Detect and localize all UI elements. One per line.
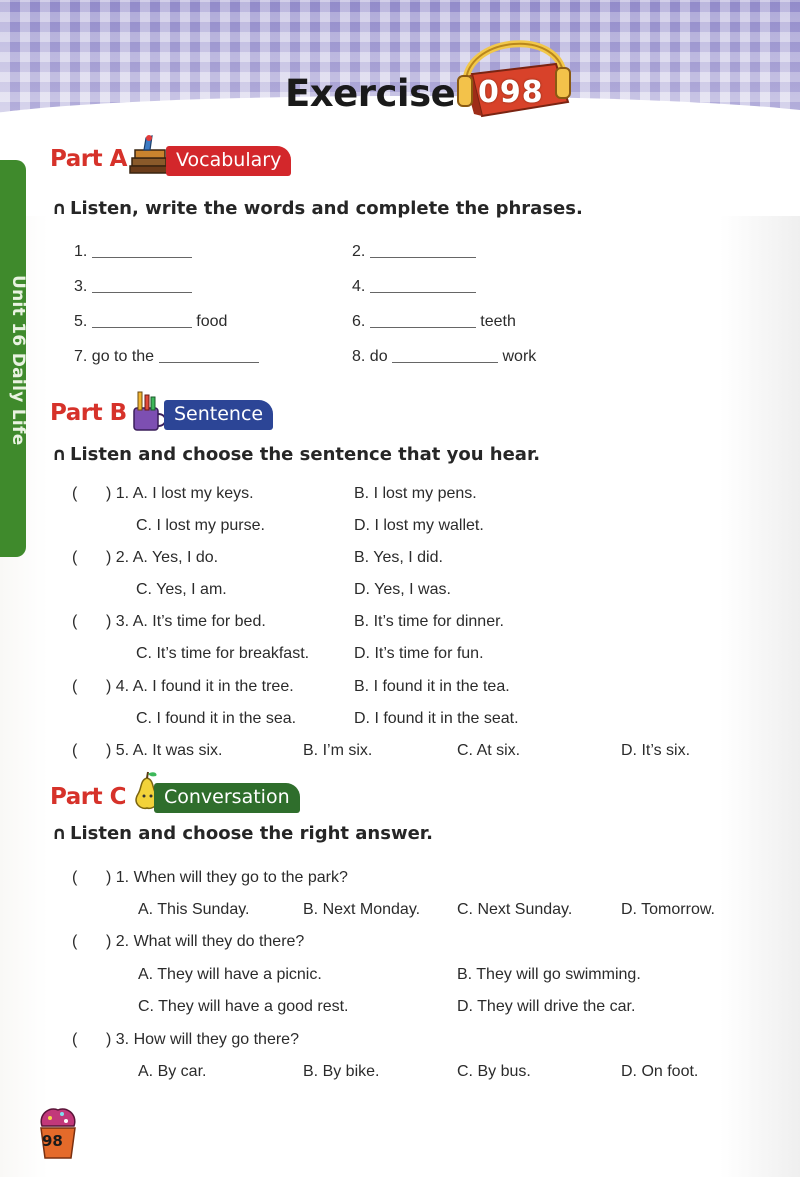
- vocab-item-number: 6.: [352, 313, 366, 330]
- answer-paren[interactable]: (: [72, 485, 78, 502]
- part-a-instruction: [52, 198, 583, 219]
- unit-side-tab-label: Unit 16 Daily Life: [8, 275, 28, 446]
- part-b-instruction: [52, 444, 540, 465]
- answer-blank[interactable]: [92, 327, 192, 328]
- option-b[interactable]: B. It’s time for dinner.: [354, 613, 504, 630]
- vocab-item-number: 7.: [74, 348, 88, 365]
- option-c[interactable]: C. It’s time for breakfast.: [136, 645, 310, 662]
- vocab-item-3: [74, 278, 192, 296]
- part-b-title: Part B: [50, 400, 127, 426]
- answer-blank[interactable]: [92, 292, 192, 293]
- option-c[interactable]: C. They will have a good rest.: [138, 998, 349, 1015]
- answer-paren[interactable]: (: [72, 678, 78, 695]
- vocab-item-number: 4.: [352, 278, 366, 295]
- option-c[interactable]: C. I lost my purse.: [136, 517, 265, 534]
- option-b[interactable]: B. Next Monday.: [303, 901, 421, 918]
- option-b[interactable]: B. They will go swimming.: [457, 966, 641, 983]
- option-d[interactable]: D. It’s time for fun.: [354, 645, 484, 662]
- option-d[interactable]: D. They will drive the car.: [457, 998, 636, 1015]
- option-b[interactable]: B. By bike.: [303, 1063, 380, 1080]
- option-d[interactable]: D. It’s six.: [621, 742, 691, 759]
- option-a: A. It was six.: [132, 742, 223, 759]
- question-number: ) 2. A. Yes, I do.: [106, 549, 219, 566]
- vocab-item-2: [352, 243, 476, 261]
- part-c-instruction: [52, 823, 433, 844]
- option-c[interactable]: C. Yes, I am.: [136, 581, 227, 598]
- part-b-label: Sentence: [164, 400, 273, 430]
- answer-paren[interactable]: (: [72, 1031, 78, 1048]
- vocab-item-number: 8.: [352, 348, 366, 365]
- exercise-number: 098: [478, 75, 544, 110]
- option-d[interactable]: D. I found it in the seat.: [354, 710, 519, 727]
- part-a-label: Vocabulary: [166, 146, 291, 176]
- exercise-title: Exercise: [285, 72, 456, 115]
- option-d[interactable]: D. I lost my wallet.: [354, 517, 484, 534]
- question-stem: ) 1. When will they go to the park?: [106, 869, 348, 886]
- headphone-icon: ∩: [52, 444, 67, 465]
- vocab-item-8: [352, 348, 536, 366]
- question-number: ) 3. A. It’s time for bed.: [106, 613, 266, 630]
- option-c[interactable]: C. I found it in the sea.: [136, 710, 297, 727]
- vocab-item-6: [352, 313, 516, 331]
- option-c[interactable]: C. At six.: [457, 742, 521, 759]
- part-c-instruction-text: Listen and choose the right answer.: [70, 823, 433, 844]
- option-b[interactable]: B. I found it in the tea.: [354, 678, 510, 695]
- option-b[interactable]: B. I’m six.: [303, 742, 373, 759]
- answer-blank[interactable]: [392, 362, 498, 363]
- option-a: A. I lost my keys.: [132, 485, 254, 502]
- vocab-item-number: 5.: [74, 313, 88, 330]
- option-a[interactable]: A. By car.: [138, 1063, 207, 1080]
- vocab-item-word: go to the: [91, 348, 155, 365]
- question-stem: ) 3. How will they go there?: [106, 1031, 299, 1048]
- answer-blank[interactable]: [370, 327, 476, 328]
- answer-paren[interactable]: (: [72, 742, 78, 759]
- vocab-item-word: teeth: [480, 313, 516, 330]
- option-d[interactable]: D. On foot.: [621, 1063, 699, 1080]
- question-number: ) 4. A. I found it in the tree.: [106, 678, 294, 695]
- vocab-item-4: [352, 278, 476, 296]
- answer-blank[interactable]: [370, 292, 476, 293]
- option-a: A. Yes, I do.: [132, 549, 219, 566]
- option-a[interactable]: A. This Sunday.: [138, 901, 250, 918]
- question-stem: ) 2. What will they do there?: [106, 933, 305, 950]
- headphone-icon: ∩: [52, 823, 67, 844]
- option-c[interactable]: C. Next Sunday.: [457, 901, 573, 918]
- vocab-item-word: do: [369, 348, 388, 365]
- option-a: A. I found it in the tree.: [132, 678, 294, 695]
- option-b[interactable]: B. I lost my pens.: [354, 485, 477, 502]
- option-a: A. It’s time for bed.: [132, 613, 266, 630]
- answer-blank[interactable]: [370, 257, 476, 258]
- option-c[interactable]: C. By bus.: [457, 1063, 531, 1080]
- part-c-label: Conversation: [154, 783, 300, 813]
- part-c-title: Part C: [50, 784, 126, 810]
- part-a-instruction-text: Listen, write the words and complete the phrases.: [70, 198, 583, 219]
- answer-paren[interactable]: (: [72, 613, 78, 630]
- option-b[interactable]: B. Yes, I did.: [354, 549, 443, 566]
- question-number: ) 5. A. It was six.: [106, 742, 223, 759]
- part-b-instruction-text: Listen and choose the sentence that you hear.: [70, 444, 541, 465]
- vocab-item-number: 2.: [352, 243, 366, 260]
- vocab-item-word: work: [502, 348, 537, 365]
- page-number: 98: [42, 1132, 63, 1150]
- vocab-item-word: food: [196, 313, 228, 330]
- part-a-title: Part A: [50, 146, 127, 172]
- option-d[interactable]: D. Tomorrow.: [621, 901, 715, 918]
- headphone-icon: ∩: [52, 198, 67, 219]
- answer-paren[interactable]: (: [72, 869, 78, 886]
- vocab-item-7: [74, 348, 259, 366]
- vocab-item-number: 1.: [74, 243, 88, 260]
- answer-blank[interactable]: [92, 257, 192, 258]
- answer-paren[interactable]: (: [72, 549, 78, 566]
- vocab-item-1: [74, 243, 192, 261]
- vocab-item-5: [74, 313, 227, 331]
- vocab-item-number: 3.: [74, 278, 88, 295]
- option-a[interactable]: A. They will have a picnic.: [138, 966, 322, 983]
- answer-blank[interactable]: [159, 362, 259, 363]
- question-number: ) 1. A. I lost my keys.: [106, 485, 254, 502]
- answer-paren[interactable]: (: [72, 933, 78, 950]
- option-d[interactable]: D. Yes, I was.: [354, 581, 451, 598]
